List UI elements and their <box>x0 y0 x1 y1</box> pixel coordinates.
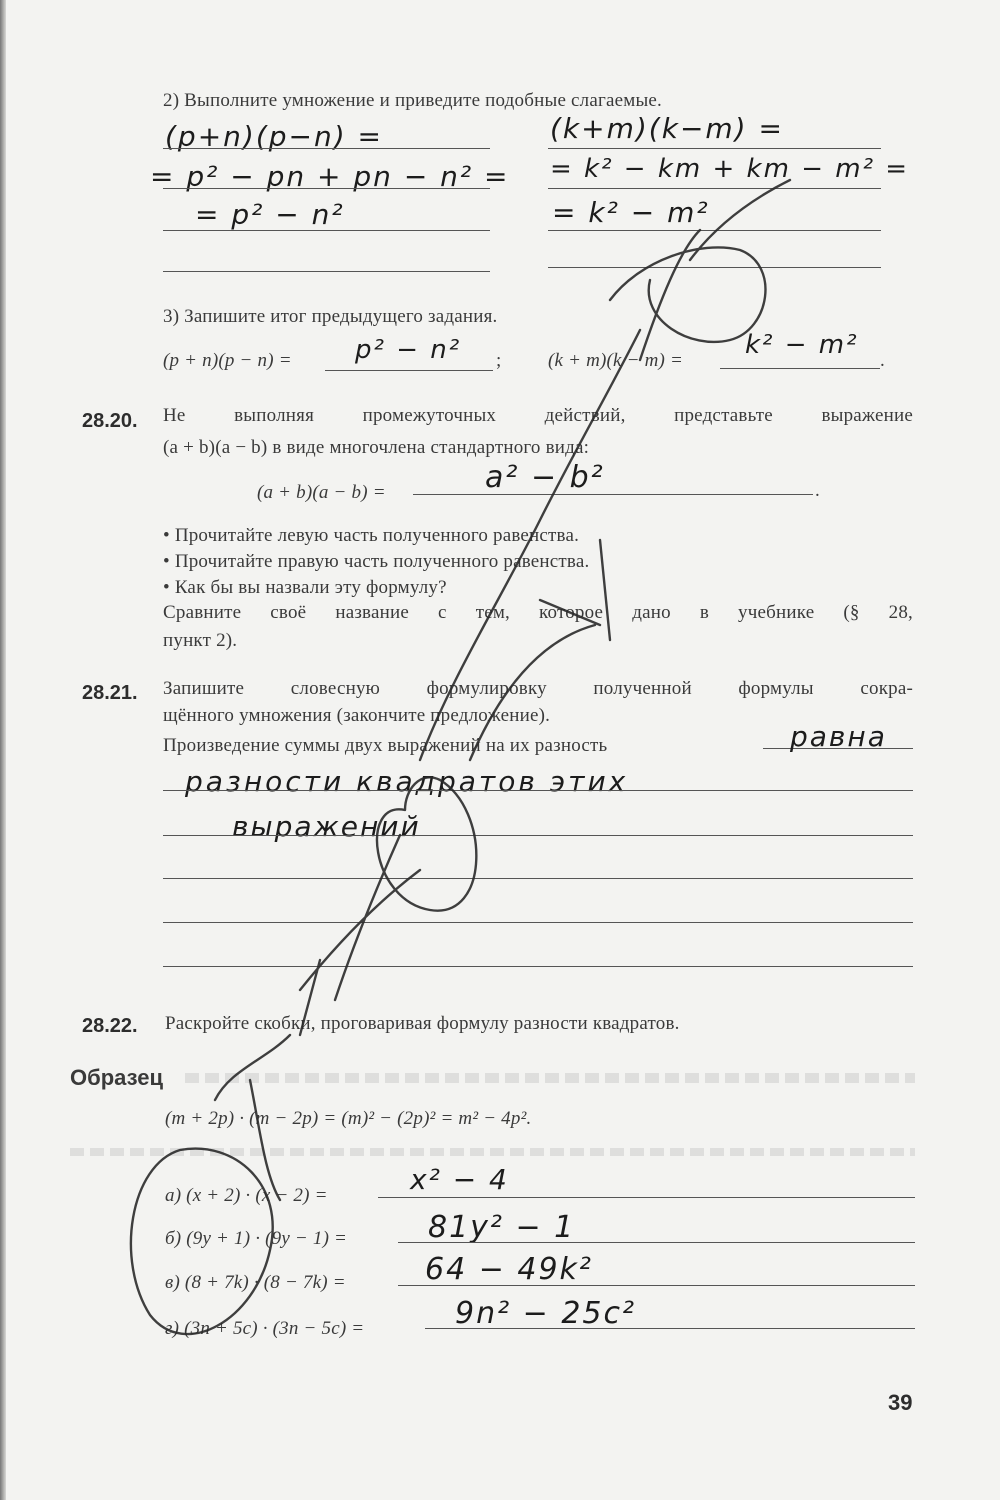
scrawl-re-loop <box>610 247 765 341</box>
left-work-line-2: = p² − pn + pn − n² = <box>150 160 510 193</box>
answer-rule <box>720 368 880 369</box>
page-number: 39 <box>888 1390 913 1415</box>
bullet-item: • Прочитайте правую часть полученного равенства. <box>163 551 589 573</box>
answer-word-1: равна <box>790 720 887 753</box>
work-rule <box>548 188 881 189</box>
step3-instruction: 3) Запишите итог предыдущего задания. <box>163 306 498 327</box>
formula-label: (a + b)(a − b) = <box>257 482 386 503</box>
sample-band <box>70 1148 915 1156</box>
left-work-line-1: (p+n)(p−n) = <box>165 120 384 153</box>
task-number-2821: 28.21. <box>82 682 138 704</box>
formula-tail: . <box>815 480 820 501</box>
work-rule <box>548 230 881 231</box>
work-rule <box>163 271 490 272</box>
step2-instruction: 2) Выполните умножение и приведите подобные слагаемые. <box>163 90 663 111</box>
right-work-line-2: = k² − km + km − m² = <box>550 154 910 184</box>
bullet-item: • Как бы вы назвали эту формулу? <box>163 577 447 599</box>
task-2820-text-line-1: Не выполняя промежуточных действий, представьте выражение <box>163 405 913 426</box>
item-a-answer: x² − 4 <box>410 1163 509 1196</box>
result-right-tail: . <box>880 350 885 371</box>
item-c-answer: 64 − 49k² <box>425 1252 593 1287</box>
answer-rule <box>163 835 913 836</box>
answer-rule <box>163 922 913 923</box>
result-right-answer: k² − m² <box>745 330 859 360</box>
result-left-answer: p² − n² <box>355 335 462 365</box>
formula-answer: a² − b² <box>485 460 605 495</box>
work-rule <box>163 148 490 149</box>
answer-rule <box>398 1242 915 1243</box>
answer-word-3: выражений <box>232 810 421 843</box>
scrawl-n-stroke <box>300 835 420 1035</box>
answer-rule <box>425 1328 915 1329</box>
answer-rule <box>378 1197 915 1198</box>
binding-edge <box>0 0 6 1500</box>
item-d-answer: 9n² − 25c² <box>455 1296 637 1331</box>
item-d-label: г) (3n + 5c) · (3n − 5c) = <box>165 1318 365 1339</box>
task-number-2820: 28.20. <box>82 410 138 432</box>
answer-rule <box>163 878 913 879</box>
sample-label: Образец <box>70 1065 164 1090</box>
item-a-label: а) (x + 2) · (x − 2) = <box>165 1185 328 1206</box>
task-2821-text-line-2: щённого умножения (закончите предложение). <box>163 705 551 726</box>
work-rule <box>548 267 881 268</box>
right-work-line-3: = k² − m² <box>552 196 710 229</box>
task-number-2822: 28.22. <box>82 1015 138 1037</box>
sample-band <box>185 1073 915 1083</box>
work-rule <box>548 148 881 149</box>
work-rule <box>163 188 490 189</box>
task-2820-text-line-2: (a + b)(a − b) в виде многочлена стандартного вида: <box>163 437 590 458</box>
task-2822-text: Раскройте скобки, проговаривая формулу разности квадратов. <box>165 1013 680 1034</box>
answer-word-2: разности квадратов этих <box>185 765 629 798</box>
compare-line-1: Сравните своё название с тем, которое дано в учебнике (§ 28, <box>163 602 913 623</box>
result-left-label: (p + n)(p − n) = <box>163 350 292 371</box>
answer-rule <box>163 790 913 791</box>
answer-rule <box>398 1285 915 1286</box>
result-left-tail: ; <box>496 350 502 371</box>
answer-rule <box>163 966 913 967</box>
task-2821-text-line-1: Запишите словесную формулировку полученной формулы сокра- <box>163 678 913 699</box>
item-b-answer: 81y² − 1 <box>428 1210 576 1245</box>
right-work-line-1: (k+m)(k−m) = <box>550 112 784 145</box>
left-work-line-3: = p² − n² <box>195 198 345 231</box>
bullet-item: • Прочитайте левую часть полученного равенства. <box>163 525 579 547</box>
result-right-label: (k + m)(k − m) = <box>548 350 684 371</box>
answer-rule <box>413 494 813 495</box>
work-rule <box>163 230 490 231</box>
item-b-label: б) (9y + 1) · (9y − 1) = <box>165 1228 348 1249</box>
sample-formula: (m + 2p) · (m − 2p) = (m)² − (2p)² = m² − 4p². <box>165 1108 532 1129</box>
item-c-label: в) (8 + 7k) · (8 − 7k) = <box>165 1272 346 1293</box>
sentence-start: Произведение суммы двух выражений на их разность <box>163 735 608 756</box>
answer-rule <box>325 370 493 371</box>
compare-line-2: пункт 2). <box>163 630 238 651</box>
